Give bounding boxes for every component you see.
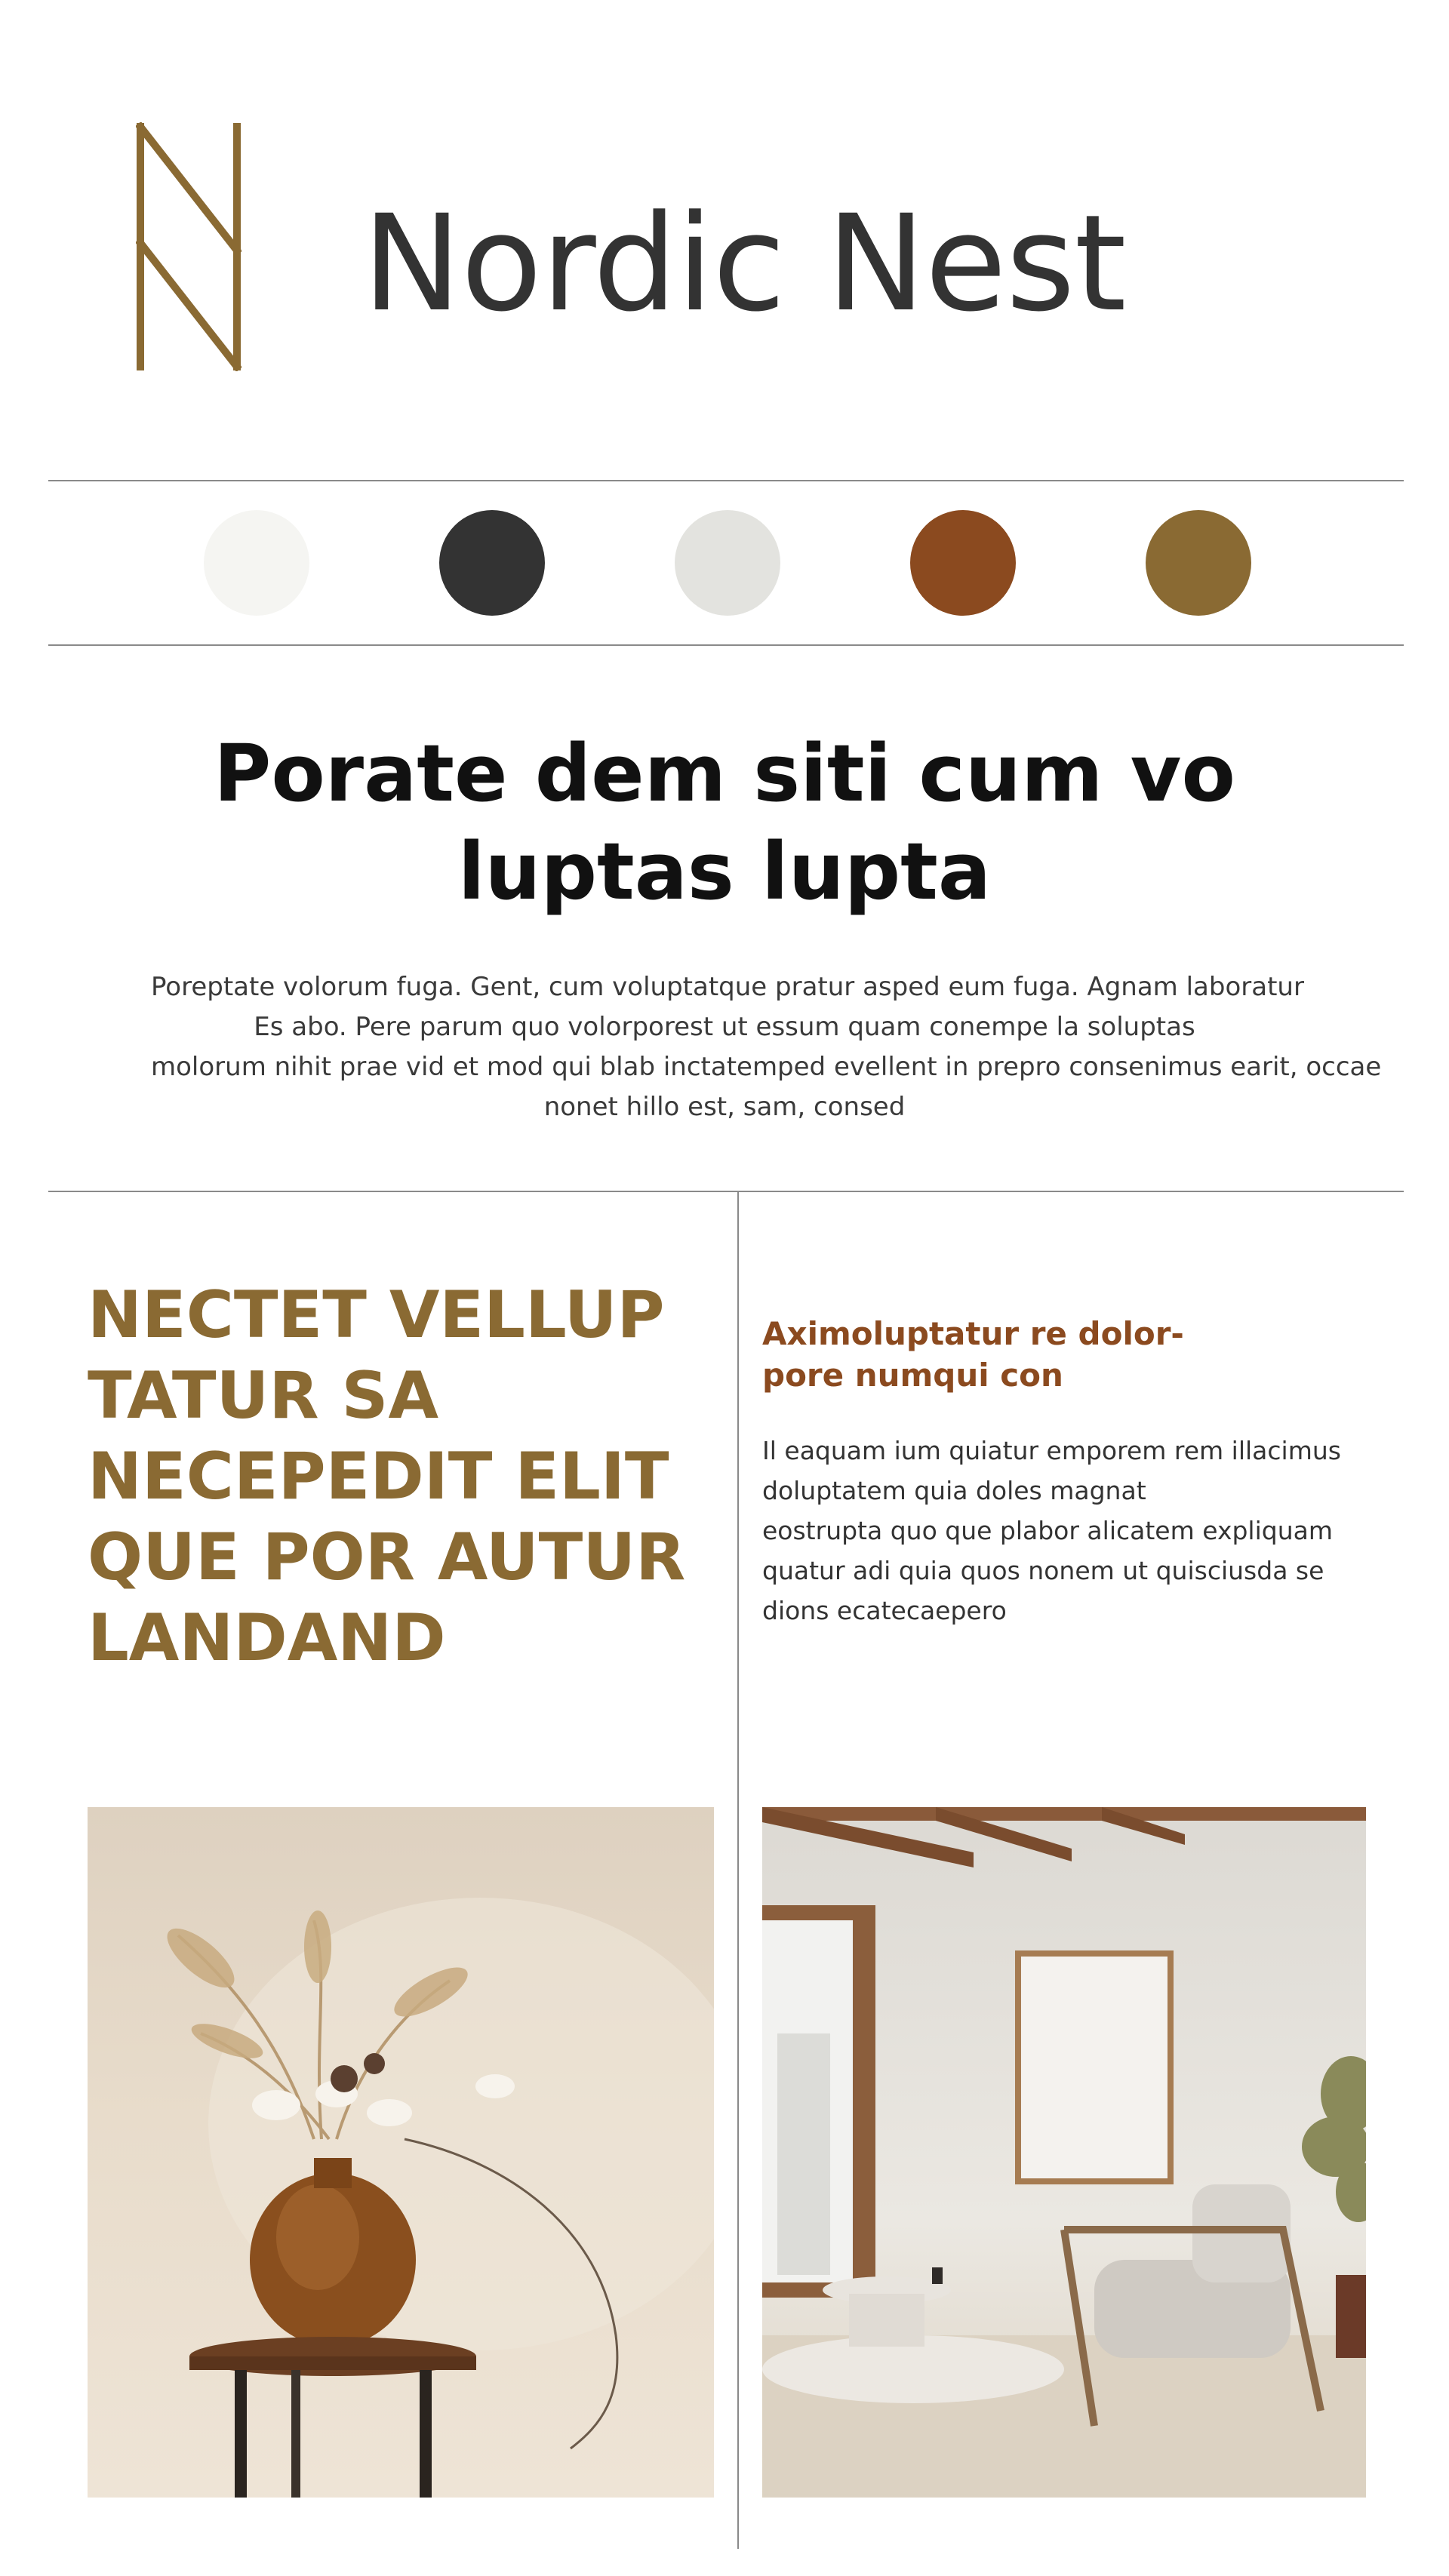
color-palette <box>48 480 1404 644</box>
nordic-n-monogram-icon <box>136 122 242 371</box>
caps-line: NECTET VELLUP <box>88 1277 665 1353</box>
paragraph-line: quatur adi quia quos nonem ut quisciusda se <box>762 1556 1324 1585</box>
intro-line: molorum nihit prae vid et mod qui blab inctatemped evellent in prepro consenimus earit, occae <box>151 1052 1382 1082</box>
paragraph-line: dions ecatecaepero <box>762 1596 1007 1625</box>
caps-line: QUE POR AUTUR <box>88 1520 686 1595</box>
caps-line: LANDAND <box>88 1600 446 1676</box>
divider-palette-bottom <box>48 644 1404 646</box>
swatch-light-grey <box>675 510 780 616</box>
swatch-olive-gold <box>1146 510 1251 616</box>
intro-paragraph <box>151 967 1382 1127</box>
brand-name: Nordic Nest <box>362 186 1126 341</box>
feature-paragraph <box>762 1431 1381 1631</box>
swatch-rust-brown <box>910 510 1016 616</box>
intro-line: Poreptate volorum fuga. Gent, cum voluptatque pratur asped eum fuga. Agnam laboratur <box>151 972 1304 1002</box>
vase-illustration <box>88 1807 714 2498</box>
caps-line: NECEPEDIT ELIT <box>88 1439 669 1514</box>
headline-line: luptas lupta <box>457 825 992 918</box>
feature-caps-heading <box>88 1275 721 1679</box>
divider-columns-top <box>48 1191 1404 1192</box>
feature-subheading <box>762 1313 1366 1396</box>
paragraph-line: eostrupta quo que plabor alicatem expliquam <box>762 1516 1334 1545</box>
vase-photo <box>88 1807 714 2498</box>
column-divider <box>737 1191 739 2549</box>
swatch-charcoal <box>439 510 545 616</box>
paragraph-line: doluptatem quia doles magnat <box>762 1476 1146 1505</box>
paragraph-line: Il eaquam ium quiatur emporem rem illacimus <box>762 1436 1341 1465</box>
intro-line: nonet hillo est, sam, consed <box>543 1092 906 1122</box>
subheading-line: pore numqui con <box>762 1357 1063 1394</box>
headline-line: Porate dem siti cum vo <box>214 727 1235 819</box>
brand-logo <box>136 122 242 371</box>
intro-headline <box>121 724 1328 921</box>
swatch-off-white <box>204 510 309 616</box>
living-room-photo <box>762 1807 1366 2498</box>
intro-line: Es abo. Pere parum quo volorporest ut essum quam conempe la soluptas <box>254 1012 1195 1042</box>
caps-line: TATUR SA <box>88 1358 439 1434</box>
living-room-illustration <box>762 1807 1366 2498</box>
subheading-line: Aximoluptatur re dolor- <box>762 1315 1184 1352</box>
